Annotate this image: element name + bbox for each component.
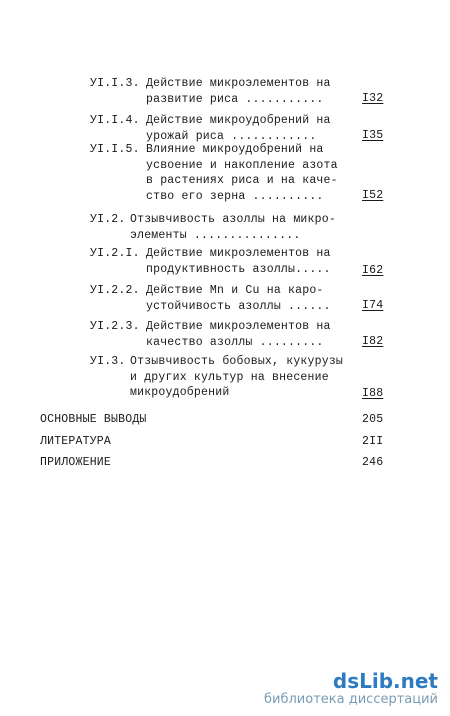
toc-entry-title: Отзывчивость бобовых, кукурузы и других культур на внесение микроудобрений [130, 355, 344, 399]
toc-section-page: 246 [362, 456, 384, 469]
toc-entry-page: I74 [362, 299, 384, 312]
toc-section [40, 434, 385, 450]
toc-entry-title: Действие Mn и Cu на каро- устойчивость азоллы ...... [146, 284, 331, 313]
toc-entry-number: УI.I.5. [90, 143, 140, 156]
toc-entry-number: УI.3. [90, 355, 126, 368]
toc-section [40, 412, 385, 428]
toc-section-title: ПРИЛОЖЕНИЕ [40, 456, 112, 469]
toc-entry-number: УI.2.3. [90, 320, 140, 333]
toc-entry-title: Отзывчивость азоллы на микро- элементы ............... [130, 213, 336, 242]
toc-entry-page: I62 [362, 264, 384, 277]
toc-entry-number: УI.I.3. [90, 77, 140, 90]
toc-entry-page: I32 [362, 92, 384, 105]
toc-entry [90, 76, 390, 108]
toc-section-page: 205 [362, 413, 384, 426]
toc-entry [90, 283, 390, 315]
toc-entry-number: УI.2. [90, 213, 126, 226]
toc-entry-page: I88 [362, 387, 384, 400]
watermark-logo: dsLib.net [332, 669, 438, 693]
toc-entry [90, 142, 390, 206]
toc-entry-number: УI.2.2. [90, 284, 140, 297]
toc-entry-title: Действие микроэлементов на качество азоллы ......... [146, 320, 331, 349]
toc-entry-page: I35 [362, 129, 384, 142]
toc-entry-number: УI.I.4. [90, 114, 140, 127]
toc-entry-title: Влияние микроудобрений на усвоение и накопление азота в растениях риса и на каче- ство его зерна .......... [146, 143, 338, 203]
toc-section-title: ОСНОВНЫЕ ВЫВОДЫ [40, 413, 147, 426]
watermark-subtitle: библиотека диссертаций [264, 692, 438, 707]
watermark [264, 670, 438, 708]
toc-entry [90, 354, 390, 402]
toc-entry [90, 113, 390, 145]
toc-section-title: ЛИТЕРАТУРА [40, 435, 112, 448]
toc-entry [90, 319, 390, 351]
toc-entry [90, 246, 390, 278]
toc-entry-page: I52 [362, 189, 384, 202]
toc-section [40, 455, 385, 471]
toc-entry-title: Действие микроудобрений на урожай риса ............ [146, 114, 331, 143]
toc-entry-page: I82 [362, 335, 384, 348]
toc-entry [90, 212, 390, 244]
toc-entry-title: Действие микроэлементов на развитие риса ........... [146, 77, 331, 106]
toc-section-page: 2II [362, 435, 384, 448]
toc-entry-title: Действие микроэлементов на продуктивность азоллы..... [146, 247, 331, 276]
toc-entry-number: УI.2.I. [90, 247, 140, 260]
